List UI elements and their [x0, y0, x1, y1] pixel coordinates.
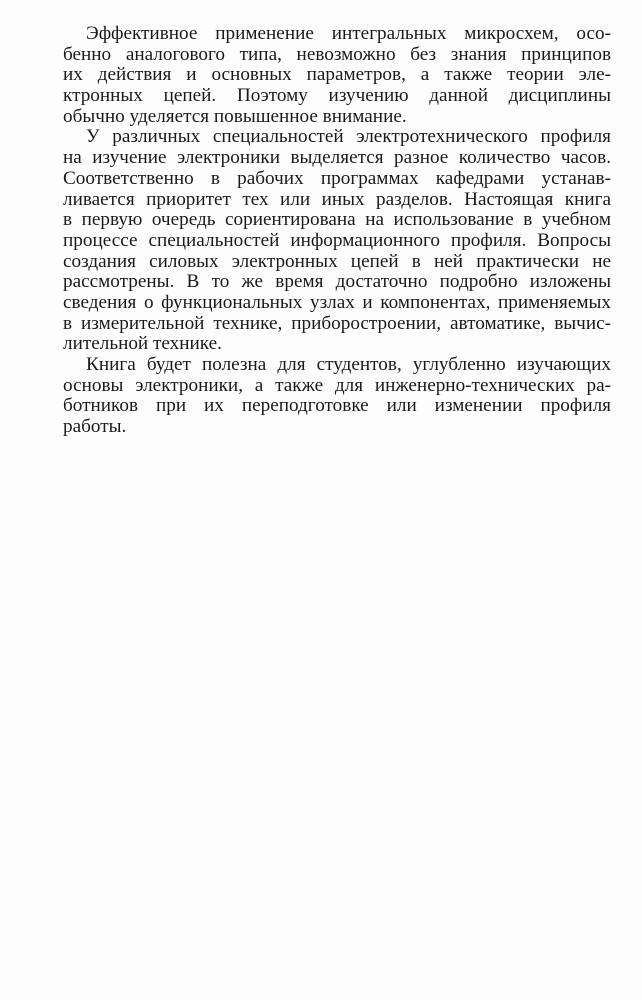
text-line: Эффективное применение интегральных микросхем, осо-: [86, 23, 611, 44]
text-line: Соответственно в рабочих программах кафедрами устанав-: [63, 167, 611, 189]
text-line: на изучение электроники выделяется разное количество часов.: [63, 147, 611, 169]
text-line: лительной технике.: [63, 333, 222, 355]
text-line: в первую очередь сориентирована на использование в учебном: [63, 209, 611, 231]
body-text: [63, 24, 611, 438]
paragraph-1: [63, 24, 611, 127]
paragraph-2: [63, 127, 611, 355]
text-line: работы.: [63, 416, 127, 438]
text-line: Книга будет полезна для студентов, углубленно изучающих: [86, 354, 611, 375]
text-line: создания силовых электронных цепей в ней практически не: [63, 250, 611, 272]
text-line: бенно аналогового типа, невозможно без знания принципов: [63, 43, 611, 65]
text-line: в измерительной технике, приборостроении, автоматике, вычис-: [63, 312, 611, 334]
text-line: ктронных цепей. Поэтому изучению данной дисциплины: [63, 85, 611, 107]
text-line: сведения о функциональных узлах и компонентах, применяемых: [63, 291, 611, 313]
text-line: обычно уделяется повышенное внимание.: [63, 105, 407, 127]
paragraph-3: [63, 355, 611, 438]
text-line: процессе специальностей информационного профиля. Вопросы: [63, 229, 611, 251]
text-line: основы электроники, а также для инженерно-технических ра-: [63, 374, 611, 396]
text-line: ботников при их переподготовке или изменении профиля: [63, 395, 611, 417]
text-line: ливается приоритет тех или иных разделов. Настоящая книга: [63, 188, 611, 210]
text-line: У различных специальностей электротехнического профиля: [86, 126, 611, 148]
text-line: их действия и основных параметров, а также теории эле-: [63, 64, 611, 86]
text-line: рассмотрены. В то же время достаточно подробно изложены: [63, 271, 611, 293]
